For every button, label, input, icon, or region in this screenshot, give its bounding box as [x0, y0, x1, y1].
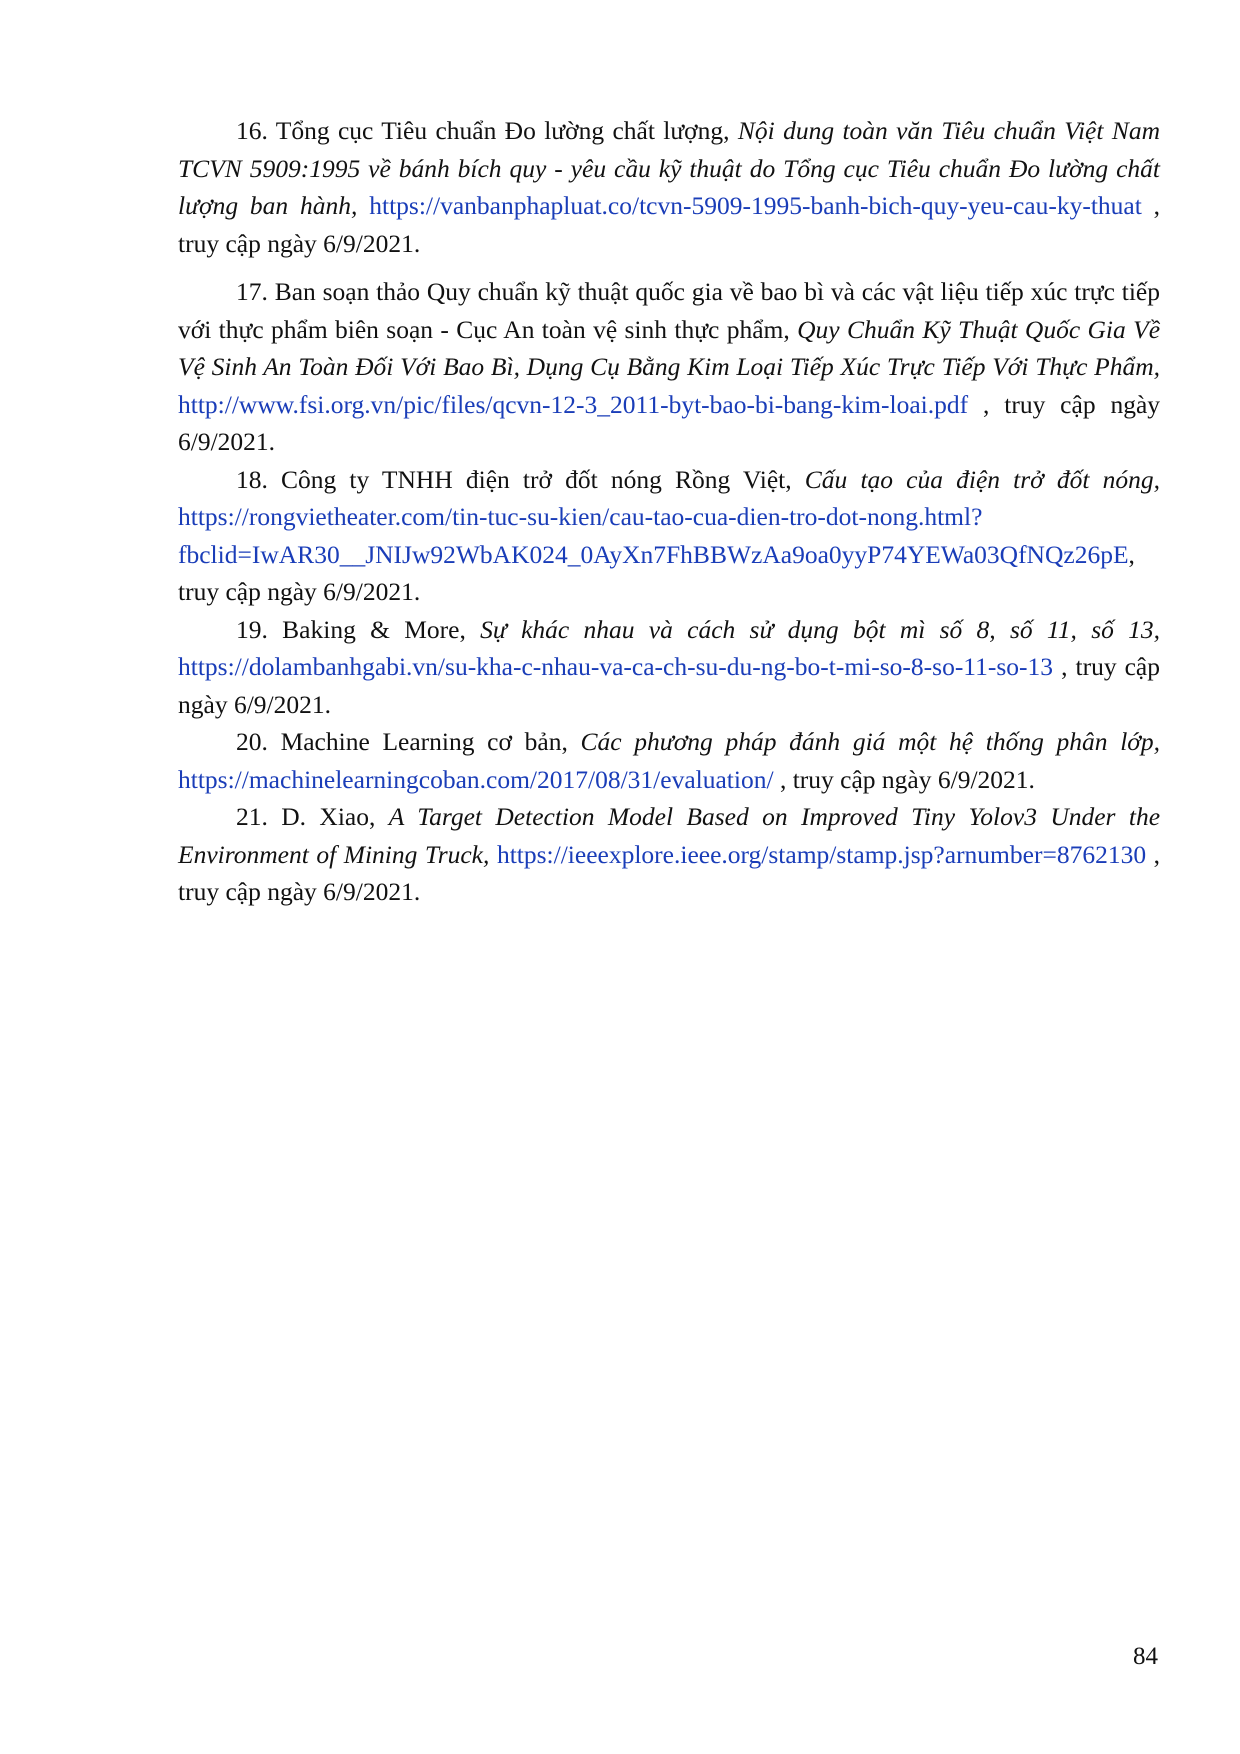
- reference-access-date: , truy cập ngày 6/9/2021.: [178, 839, 1161, 906]
- reference-author: Machine Learning cơ bản,: [280, 727, 568, 756]
- reference-item-17: [178, 273, 1160, 461]
- reference-link[interactable]: https://dolambanhgabi.vn/su-kha-c-nhau-va-ca-ch-su-du-ng-bo-t-mi-so-8-so-11-so-13: [178, 652, 1054, 681]
- reference-number: 20.: [236, 727, 268, 756]
- reference-item-20: [178, 723, 1160, 798]
- page-number: 84: [1133, 1643, 1158, 1670]
- reference-title: Sự khác nhau và cách sử dụng bột mì số 8, số 11, số 13,: [480, 614, 1161, 644]
- reference-access-date: , truy cập ngày 6/9/2021.: [779, 764, 1035, 794]
- reference-number: 21.: [236, 802, 268, 831]
- reference-title: Các phương pháp đánh giá một hệ thống phân lớp,: [580, 727, 1161, 756]
- reference-number: 16.: [236, 116, 268, 145]
- reference-number: 17.: [236, 277, 268, 306]
- reference-link[interactable]: https://rongvietheater.com/tin-tuc-su-kien/cau-tao-cua-dien-tro-dot-nong.html?fbclid=IwAR30__JNIJw92WbAK024_0AyXn7FhBBWzAa9oa0yyP74YEWa03QfNQz26pE: [178, 502, 1129, 569]
- reference-author: Tổng cục Tiêu chuẩn Đo lường chất lượng,: [275, 116, 730, 145]
- reference-link[interactable]: https://vanbanphapluat.co/tcvn-5909-1995-banh-bich-quy-yeu-cau-ky-thuat: [369, 191, 1142, 220]
- reference-item-16: [178, 112, 1160, 262]
- reference-title: Nội dung toàn văn Tiêu chuẩn Việt Nam TCVN 5909:1995 về bánh bích quy - yêu cầu kỹ thuật do Tổng cục Tiêu chuẩn Đo lường chất lượng ban hành,: [178, 116, 1160, 220]
- reference-number: 19.: [236, 614, 268, 644]
- reference-access-date: , truy cập ngày 6/9/2021.: [178, 389, 1161, 456]
- reference-author: Ban soạn thảo Quy chuẩn kỹ thuật quốc gia về bao bì và các vật liệu tiếp xúc trực tiếp với thực phẩm biên soạn - Cục An toàn vệ sinh thực phẩm,: [178, 277, 1160, 344]
- reference-access-date: , truy cập ngày 6/9/2021.: [178, 652, 1160, 719]
- reference-link[interactable]: https://machinelearningcoban.com/2017/08/31/evaluation/: [178, 764, 774, 794]
- reference-title: Cấu tạo của điện trở đốt nóng,: [804, 464, 1160, 494]
- reference-item-18: [178, 461, 1160, 611]
- reference-author: Công ty TNHH điện trở đốt nóng Rồng Việt,: [281, 464, 792, 494]
- reference-author: Baking & More,: [282, 614, 466, 644]
- reference-title: Quy Chuẩn Kỹ Thuật Quốc Gia Về Vệ Sinh An Toàn Đối Với Bao Bì, Dụng Cụ Bằng Kim Loại Tiếp Xúc Trực Tiếp Với Thực Phẩm,: [178, 314, 1161, 381]
- reference-access-date: , truy cập ngày 6/9/2021.: [178, 539, 1135, 606]
- reference-item-19: [178, 611, 1160, 724]
- reference-link[interactable]: https://ieeexplore.ieee.org/stamp/stamp.jsp?arnumber=8762130: [496, 839, 1147, 869]
- reference-link[interactable]: http://www.fsi.org.vn/pic/files/qcvn-12-3_2011-byt-bao-bi-bang-kim-loai.pdf: [178, 389, 969, 419]
- reference-author: D. Xiao,: [281, 802, 376, 831]
- reference-access-date: , truy cập ngày 6/9/2021.: [178, 191, 1161, 258]
- reference-item-21: [178, 798, 1160, 911]
- reference-title: A Target Detection Model Based on Improved Tiny Yolov3 Under the Environment of Mining Truck,: [178, 802, 1161, 869]
- reference-number: 18.: [236, 464, 268, 494]
- reference-list: [178, 112, 1160, 911]
